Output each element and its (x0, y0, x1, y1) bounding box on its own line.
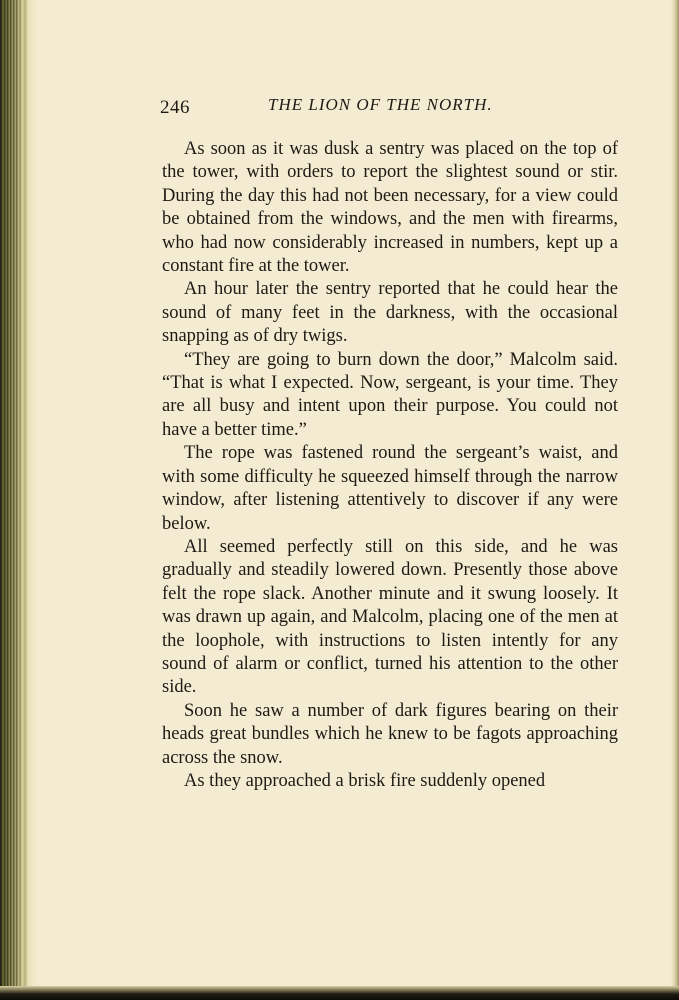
body-text (162, 138, 618, 793)
page-bottom-edge (0, 986, 679, 1000)
paragraph: An hour later the sentry reported that he could hear the sound of many feet in the darkness, with the occasional snapping as of dry twigs. (162, 279, 618, 347)
paragraph: The rope was fastened round the sergeant’s waist, and with some difficulty he squeezed himself through the narrow window, after listening attentively to discover if any were below. (162, 443, 618, 534)
page-right-edge (671, 0, 679, 1000)
running-title: THE LION OF THE NORTH. (268, 95, 493, 114)
page-header (160, 93, 617, 123)
paragraph: As they approached a brisk fire suddenly opened (184, 770, 546, 791)
paragraph: As soon as it was dusk a sentry was placed on the top of the tower, with orders to report the slightest sound or stir. During the day this had not been necessary, for a view could be obtained from the windows, and the men with firearms, who had now considerably increased in numbers, kept up a constant fire at the tower. (162, 139, 618, 277)
book-binding-edge (0, 0, 40, 1000)
paragraph: All seemed perfectly still on this side, and he was gradually and steadily lowered down. Presently those above felt the rope slack. Another minute and it swung loosely. It was drawn up again, and Malcolm, placing one of the men at the loophole, with instructions to listen intently for any sound of alarm or conflict, turned his attention to the other side. (162, 536, 618, 698)
page-number: 246 (160, 97, 190, 118)
paragraph: “They are going to burn down the door,” Malcolm said. “That is what I expected. Now, sergeant, is your time. They are all busy and intent upon their purpose. You could not have a better time.” (162, 349, 618, 440)
paragraph: Soon he saw a number of dark figures bearing on their heads great bundles which he knew to be fagots approaching across the snow. (162, 700, 618, 768)
